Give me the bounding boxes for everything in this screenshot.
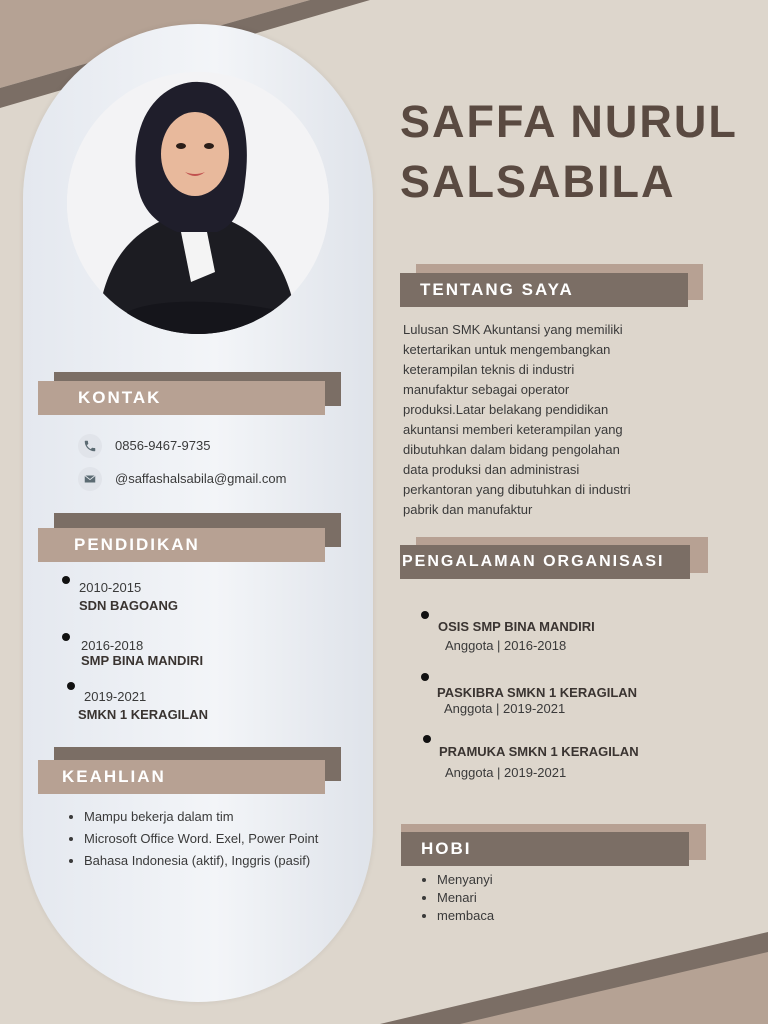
phone-number: 0856-9467-9735 [115,438,211,453]
tentang-title: TENTANG SAYA [420,280,574,299]
edu-years: 2016-2018 [81,638,144,653]
profile-photo [67,72,329,334]
bullet [423,735,431,743]
edu-years: 2019-2021 [84,689,147,704]
org-name: PRAMUKA SMKN 1 KERAGILAN [439,744,639,759]
about-text [403,320,743,520]
org-role: Anggota | 2019-2021 [445,765,567,780]
skills-list [66,806,339,872]
kontak-title: KONTAK [78,388,162,407]
organisasi-header [400,545,690,579]
hobi-title: HOBI [421,839,472,858]
bullet [62,633,70,641]
bullet [421,673,429,681]
pendidikan-title: PENDIDIKAN [74,535,200,554]
org-role: Anggota | 2019-2021 [444,701,566,716]
about-line: dibutuhkan dalam bidang pengolahan [403,442,620,457]
bullet [421,611,429,619]
email-icon [78,467,102,491]
list-item: • Microsoft Office Word. Exel, Power Point [84,828,339,850]
about-line: Lulusan SMK Akuntansi yang memiliki [403,322,623,337]
about-line: akuntansi memberi keterampilan yang [403,422,623,437]
bullet [62,576,70,584]
hobby-list [419,871,637,925]
hobi-header [401,832,689,866]
name-line-2: SALSABILA [400,156,676,207]
edu-years: 2010-2015 [79,580,142,595]
about-line: ketertarikan untuk mengembangkan [403,342,611,357]
keahlian-header [38,760,325,794]
organisasi-title: PENGALAMAN ORGANISASI [402,553,665,570]
name-line-1: SAFFA NURUL [400,96,738,147]
tentang-header [400,273,688,307]
list-item: • Mampu bekerja dalam tim [84,806,339,828]
kontak-header [38,381,325,415]
edu-school: SDN BAGOANG [79,598,178,613]
about-line: keterampilan teknis di industri [403,362,575,377]
about-line: perkantoran yang dibutuhkan di industri [403,482,631,497]
org-name: OSIS SMP BINA MANDIRI [438,619,595,634]
about-line: pabrik dan manufaktur [403,502,533,517]
org-role: Anggota | 2016-2018 [445,638,567,653]
list-item: • membaca [437,907,637,925]
about-line: data produksi dan administrasi [403,462,580,477]
list-item: • Bahasa Indonesia (aktif), Inggris (pasif) [84,850,339,872]
list-item: • Menari [437,889,637,907]
phone-icon [78,434,102,458]
list-item: • Menyanyi [437,871,637,889]
about-line: produksi.Latar belakang pendidikan [403,402,609,417]
pendidikan-header [38,528,325,562]
keahlian-title: KEAHLIAN [62,767,166,786]
bullet [67,682,75,690]
edu-school: SMP BINA MANDIRI [81,653,204,668]
edu-school: SMKN 1 KERAGILAN [78,707,209,722]
org-name: PASKIBRA SMKN 1 KERAGILAN [437,685,638,700]
about-line: manufaktur sebagai operator [403,382,570,397]
email-address: @saffashalsabila@gmail.com [115,471,287,486]
